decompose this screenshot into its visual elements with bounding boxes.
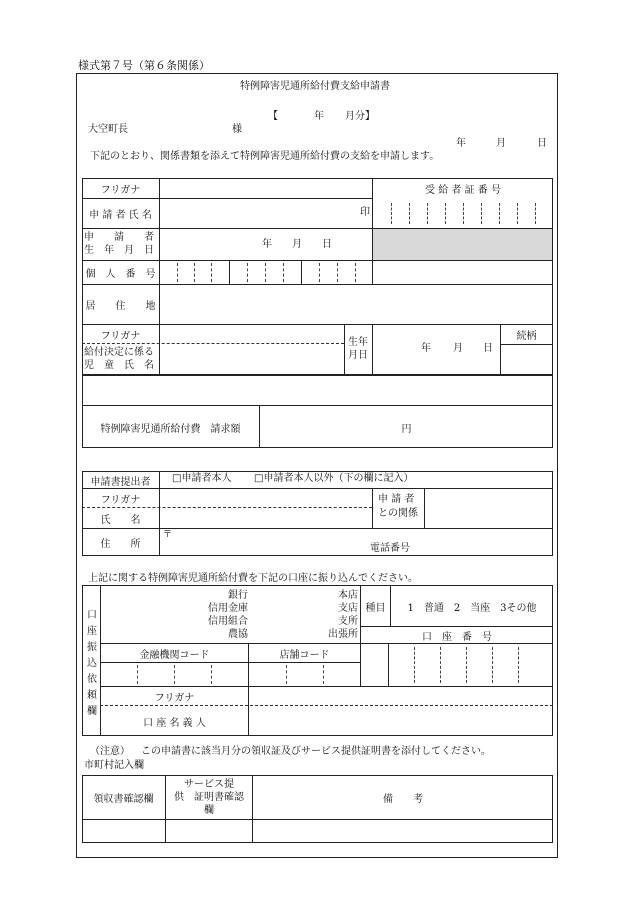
side-char: 依 bbox=[87, 674, 97, 685]
address-field[interactable] bbox=[160, 285, 552, 324]
side-char: 頼 bbox=[87, 690, 97, 701]
account-holder-field[interactable] bbox=[249, 687, 552, 736]
submitter-name-label: 氏 名 bbox=[100, 514, 141, 526]
bank-type-kumiai: 信用組合 bbox=[208, 616, 248, 627]
addressee-name: 大空町長 bbox=[88, 124, 128, 135]
receipt-check-label: 領収書確認欄 bbox=[93, 794, 154, 805]
date-year: 年 bbox=[456, 138, 466, 149]
submitter-relation-label-1: 申 請 者 bbox=[378, 494, 415, 505]
postal-mark: 〒 bbox=[163, 530, 173, 540]
child-birth-year-unit: 年 bbox=[421, 343, 431, 354]
branch-code-field[interactable] bbox=[249, 663, 360, 686]
applicant-birthdate-field[interactable] bbox=[160, 229, 372, 260]
remarks-label: 備 考 bbox=[383, 794, 423, 805]
intro-text: 下記のとおり、関係書類を添えて特例障害児通所給付費の支給を申請します。 bbox=[90, 151, 440, 162]
addressee-honorific: 様 bbox=[232, 124, 242, 135]
period-year: 年 bbox=[314, 111, 324, 122]
claim-blank-row bbox=[83, 376, 552, 405]
service-cert-line: 欄 bbox=[204, 805, 214, 816]
applicant-furigana-label: フリガナ bbox=[100, 185, 141, 196]
claim-unit: 円 bbox=[401, 423, 412, 435]
side-char: 振 bbox=[87, 642, 97, 653]
relation-field[interactable] bbox=[501, 345, 552, 375]
period-month: 月分】 bbox=[345, 111, 375, 122]
office-use-shaded bbox=[373, 229, 552, 260]
note-text: この申請書に該当月分の領収証及びサービス提供証明書を添付してください。 bbox=[141, 746, 491, 757]
institution-code-field[interactable] bbox=[101, 663, 248, 686]
branch-type-office: 出張所 bbox=[328, 629, 358, 640]
submitter-label: 申請書提出者 bbox=[90, 476, 151, 488]
seal-mark: 印 bbox=[360, 207, 370, 218]
submitter-option-other[interactable]: □申請者本人以外（下の欄に記入） bbox=[254, 473, 414, 484]
child-name-label-1: 給付決定に係る bbox=[84, 347, 154, 358]
personal-number-field[interactable] bbox=[160, 261, 372, 284]
municipal-label: 市町村記入欄 bbox=[84, 760, 144, 771]
bank-name-field[interactable] bbox=[101, 586, 360, 643]
relation-label: 続柄 bbox=[516, 331, 537, 342]
submitter-option-self[interactable]: □申請者本人 bbox=[172, 473, 232, 484]
receipt-check-field[interactable] bbox=[83, 820, 165, 842]
child-birth-label-2: 月日 bbox=[348, 350, 368, 361]
recipient-number-field[interactable] bbox=[373, 199, 553, 228]
bank-type-shinkin: 信用金庫 bbox=[208, 603, 248, 614]
claim-amount-field[interactable] bbox=[260, 406, 553, 448]
child-birthdate-field[interactable] bbox=[373, 325, 500, 375]
institution-code-label: 金融機関コード bbox=[139, 649, 210, 661]
date-month: 月 bbox=[496, 138, 506, 149]
recipient-number-label: 受 給 者 証 番 号 bbox=[425, 185, 501, 196]
bank-type-nokyo: 農協 bbox=[228, 629, 248, 640]
submitter-relation-field[interactable] bbox=[425, 489, 552, 528]
child-birth-day-unit: 日 bbox=[483, 343, 493, 354]
note-label: （注意） bbox=[90, 746, 130, 757]
personal-number-label: 個 人 番 号 bbox=[85, 269, 156, 280]
service-cert-line: サービス提 bbox=[184, 779, 234, 790]
child-furigana-label: フリガナ bbox=[100, 330, 141, 342]
submitter-relation-label-2: との関係 bbox=[378, 508, 418, 519]
child-name-field[interactable] bbox=[160, 325, 344, 375]
applicant-name-label: 申 請 者 氏 名 bbox=[89, 210, 152, 221]
side-char: 欄 bbox=[87, 706, 97, 717]
applicant-birth-label-1: 申 請 者 bbox=[84, 232, 154, 243]
branch-code-label: 店舗コード bbox=[279, 649, 330, 661]
branch-type-sub: 支所 bbox=[338, 616, 358, 627]
account-kind-options[interactable]: 1 普通 2 当座 3その他 bbox=[407, 602, 537, 614]
claim-label: 特例障害児通所給付費 請求額 bbox=[100, 423, 241, 435]
applicant-name-field[interactable] bbox=[160, 199, 360, 228]
form-number: 様式第７号（第６条関係） bbox=[78, 59, 210, 72]
side-char: 座 bbox=[87, 626, 97, 637]
side-char: 口 bbox=[87, 610, 97, 621]
applicant-birth-label-2: 生 年 月 日 bbox=[84, 245, 154, 256]
branch-type-branch: 支店 bbox=[338, 603, 358, 614]
period-open: 【 bbox=[268, 111, 278, 122]
submitter-address-label: 住 所 bbox=[100, 539, 141, 550]
transfer-text: 上記に関する特例障害児通所給付費を下記の口座に振り込んでください。 bbox=[88, 573, 418, 584]
submitter-address-field[interactable] bbox=[160, 529, 552, 556]
phone-label: 電話番号 bbox=[370, 543, 410, 554]
account-number-label: 口 座 番 号 bbox=[422, 631, 492, 643]
birth-day-unit: 日 bbox=[322, 239, 332, 250]
address-label: 居 住 地 bbox=[85, 301, 156, 312]
birth-month-unit: 月 bbox=[292, 239, 302, 250]
child-birth-label-1: 生年 bbox=[348, 337, 368, 348]
applicant-furigana-field[interactable] bbox=[160, 179, 372, 198]
child-name-label-2: 児 童 氏 名 bbox=[84, 360, 154, 371]
service-cert-check-label bbox=[166, 778, 252, 819]
side-char: 込 bbox=[87, 658, 97, 669]
account-kind-label: 種目 bbox=[365, 602, 386, 614]
branch-type-main: 本店 bbox=[338, 590, 358, 601]
service-cert-line: 供 証明書確認 bbox=[174, 792, 244, 803]
account-holder-label: 口 座 名 義 人 bbox=[143, 717, 206, 729]
date-day: 日 bbox=[537, 138, 547, 149]
birth-year-unit: 年 bbox=[262, 239, 272, 250]
service-cert-check-field[interactable] bbox=[166, 820, 252, 842]
bank-type-bank: 銀行 bbox=[228, 590, 248, 601]
holder-furigana-label: フリガナ bbox=[154, 692, 195, 704]
form-title: 特例障害児通所給付費支給申請書 bbox=[240, 81, 390, 92]
submitter-name-field[interactable] bbox=[160, 489, 372, 528]
remarks-field[interactable] bbox=[253, 820, 552, 842]
account-number-field[interactable] bbox=[361, 644, 553, 686]
child-birth-month-unit: 月 bbox=[453, 343, 463, 354]
submitter-furigana-label: フリガナ bbox=[100, 494, 141, 506]
